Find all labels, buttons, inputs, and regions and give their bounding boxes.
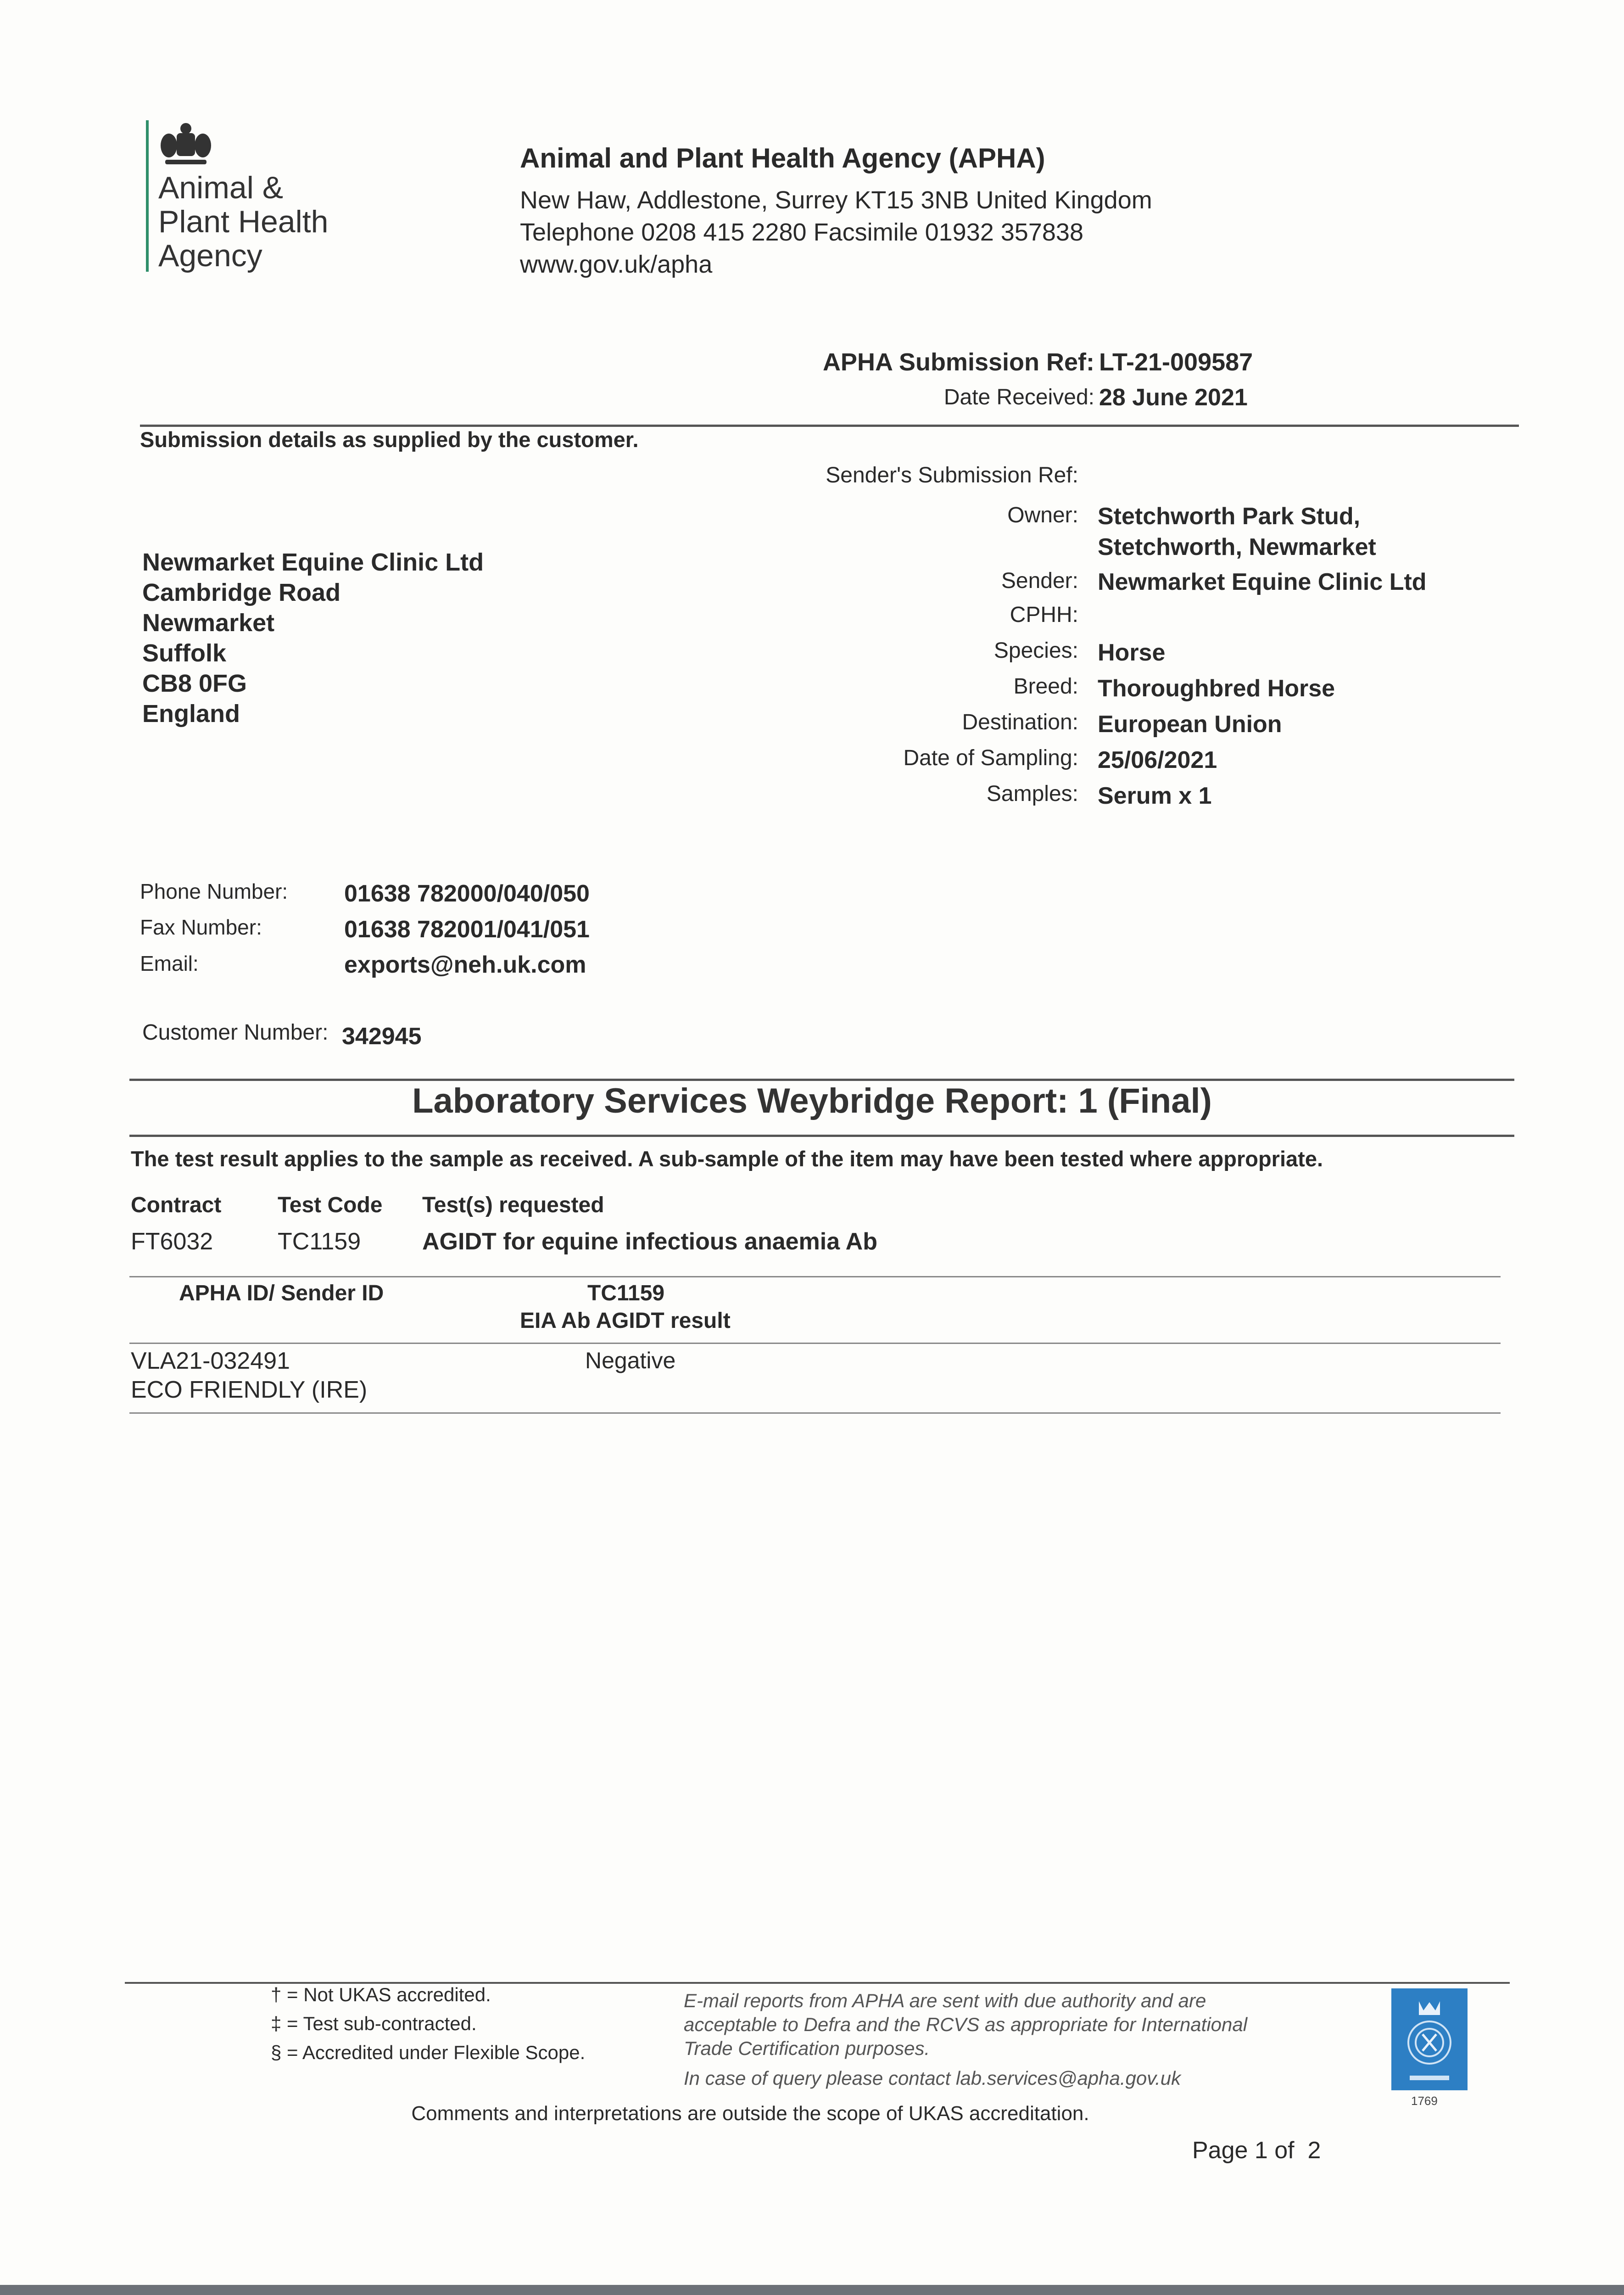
result-test-header: EIA Ab AGIDT result	[520, 1309, 731, 1333]
contract-value: FT6032	[131, 1228, 213, 1255]
disclaimer-line: Trade Certification purposes.	[684, 2038, 930, 2059]
legend-item: ‡ = Test sub-contracted.	[271, 2013, 477, 2034]
fax-label: Fax Number:	[140, 915, 262, 939]
submission-details-note: Submission details as supplied by the customer.	[140, 427, 639, 452]
customer-address	[142, 547, 484, 729]
scan-edge	[0, 2285, 1624, 2295]
agency-phone: Telephone 0208 415 2280 Facsimile 01932 357838	[520, 218, 1083, 246]
apha-id-value: VLA21-032491	[131, 1348, 290, 1374]
test-code-value: TC1159	[278, 1228, 361, 1255]
breed-value: Thoroughbred Horse	[1098, 675, 1335, 702]
result-applies-note: The test result applies to the sample as received. A sub-sample of the item may have been tested where appropriate.	[131, 1147, 1323, 1171]
divider	[129, 1135, 1514, 1137]
submission-ref-label: APHA Submission Ref:	[822, 348, 1094, 376]
page-number: Page 1 of 2	[1192, 2137, 1321, 2164]
samples-value: Serum x 1	[1098, 783, 1212, 809]
detail-label: Samples:	[986, 782, 1078, 806]
contract-header: Contract	[131, 1193, 222, 1217]
species-value: Horse	[1098, 639, 1166, 666]
submission-ref-value: LT-21-009587	[1099, 348, 1253, 376]
logo-line: Plant Health	[158, 204, 329, 239]
agency-logo-text	[158, 171, 328, 273]
detail-label: Sender:	[1001, 569, 1078, 593]
detail-label: Breed:	[1013, 674, 1078, 699]
detail-label: Species:	[993, 638, 1078, 663]
test-code-header: Test Code	[278, 1193, 383, 1217]
detail-label: Sender's Submission Ref:	[826, 463, 1078, 487]
sender-value: Newmarket Equine Clinic Ltd	[1098, 569, 1427, 595]
address-line: Suffolk	[142, 639, 226, 667]
address-line: Newmarket	[142, 609, 275, 637]
comments-note: Comments and interpretations are outside the scope of UKAS accreditation.	[411, 2102, 1089, 2125]
logo-accent-bar	[146, 120, 149, 272]
ukas-number: 1769	[1411, 2094, 1438, 2108]
email-label: Email:	[140, 952, 199, 975]
agency-website: www.gov.uk/apha	[520, 251, 713, 278]
tests-value: AGIDT for equine infectious anaemia Ab	[422, 1228, 877, 1255]
divider	[129, 1412, 1501, 1414]
email-value: exports@neh.uk.com	[344, 952, 586, 978]
destination-value: European Union	[1098, 711, 1282, 738]
agency-name: Animal and Plant Health Agency (APHA)	[520, 143, 1045, 174]
query-contact: In case of query please contact lab.services@apha.gov.uk	[684, 2067, 1181, 2089]
phone-label: Phone Number:	[140, 879, 288, 903]
report-title: Laboratory Services Weybridge Report: 1 (Final)	[412, 1081, 1212, 1120]
agency-address: New Haw, Addlestone, Surrey KT15 3NB United Kingdom	[520, 186, 1152, 214]
legend-item: § = Accredited under Flexible Scope.	[271, 2042, 586, 2063]
detail-label: Destination:	[962, 710, 1078, 734]
sampling-date-value: 25/06/2021	[1098, 747, 1217, 773]
result-code-header: TC1159	[587, 1281, 665, 1305]
detail-label: Owner:	[1007, 503, 1078, 527]
ukas-accreditation-icon	[1391, 1988, 1468, 2090]
detail-label: Date of Sampling:	[903, 746, 1078, 770]
address-line: Cambridge Road	[142, 579, 341, 606]
logo-line: Animal &	[158, 170, 284, 205]
divider	[129, 1343, 1501, 1344]
phone-value: 01638 782000/040/050	[344, 880, 590, 907]
owner-value: Stetchworth Park Stud,	[1098, 503, 1361, 530]
date-received-value: 28 June 2021	[1099, 384, 1248, 411]
owner-value-line2: Stetchworth, Newmarket	[1098, 534, 1376, 560]
address-line: CB8 0FG	[142, 670, 247, 697]
result-value: Negative	[585, 1348, 676, 1373]
disclaimer-line: acceptable to Defra and the RCVS as appropriate for International	[684, 2014, 1248, 2035]
email-disclaimer	[684, 1989, 1247, 2060]
tests-header: Test(s) requested	[422, 1193, 604, 1217]
fax-value: 01638 782001/041/051	[344, 916, 590, 943]
customer-number-label: Customer Number:	[142, 1020, 329, 1045]
royal-crest-icon	[156, 120, 216, 171]
apha-id-header: APHA ID/ Sender ID	[179, 1281, 384, 1305]
divider	[129, 1276, 1501, 1277]
customer-number-value: 342945	[342, 1023, 422, 1050]
logo-line: Agency	[158, 238, 262, 273]
date-received-label: Date Received:	[943, 385, 1094, 409]
legend-item: † = Not UKAS accredited.	[271, 1984, 491, 2005]
detail-label: CPHH:	[1010, 603, 1078, 627]
disclaimer-line: E-mail reports from APHA are sent with due authority and are	[684, 1990, 1206, 2011]
sender-id-value: ECO FRIENDLY (IRE)	[131, 1377, 368, 1403]
address-line: England	[142, 700, 240, 728]
address-line: Newmarket Equine Clinic Ltd	[142, 549, 484, 576]
